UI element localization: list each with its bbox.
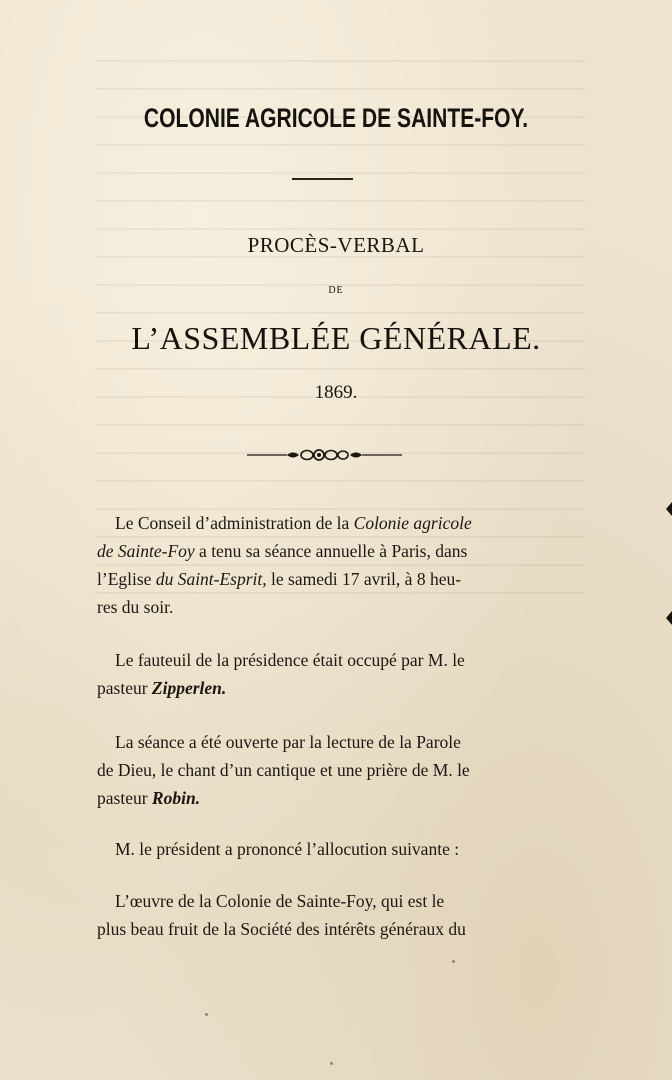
p3-l3-text: pasteur: [97, 788, 152, 808]
paragraph-3: [97, 728, 563, 812]
p1-l3-text: l’Eglise: [97, 569, 156, 589]
p5-l1-text: L’œuvre de la Colonie de Sainte-Foy, qui est le: [115, 891, 445, 911]
p2-l1-text: Le fauteuil de la présidence était occupé par M. le: [115, 650, 465, 670]
p1-l1-text: Le Conseil d’administration de la: [115, 513, 354, 533]
p1-l3-text-end: le samedi 17 avril, à 8 heu-: [266, 569, 462, 589]
p1-l1-italic: Colonie agricole: [353, 513, 472, 533]
p5-l2-text: plus beau fruit de la Société des intérêts généraux du: [97, 919, 466, 939]
p1-l2-italic: de Sainte-Foy: [97, 541, 195, 561]
paragraph-4: [97, 835, 563, 863]
paragraph-1: [97, 509, 563, 621]
de-connector: DE: [328, 285, 344, 296]
p4-l1-text: M. le président a prononcé l’allocution suivante :: [115, 839, 460, 859]
p3-l2-text: de Dieu, le chant d’un cantique et une prière de M. le: [97, 760, 470, 780]
paper-speck: [205, 1013, 208, 1016]
p3-l1-text: La séance a été ouverte par la lecture de la Parole: [115, 732, 461, 752]
title-divider: [292, 178, 353, 180]
p1-l2-text: a tenu sa séance annuelle à Paris, dans: [194, 541, 468, 561]
paper-speck: [330, 1062, 333, 1065]
document-title: COLONIE AGRICOLE DE SAINTE-FOY.: [143, 103, 529, 133]
page-edge-mark-top: [666, 502, 672, 516]
assemblee-heading: L’ASSEMBLÉE GÉNÉRALE.: [131, 320, 541, 356]
p2-l2-text: pasteur: [97, 678, 152, 698]
p2-l2-name: Zipperlen.: [151, 678, 227, 698]
p3-l3-name: Robin.: [151, 788, 201, 808]
p1-l4-text: res du soir.: [97, 597, 174, 617]
proces-verbal-heading: PROCÈS-VERBAL: [247, 233, 425, 257]
p1-l3-italic: du Saint-Esprit,: [155, 569, 267, 589]
paper-speck: [452, 960, 455, 963]
decorative-ornament: [247, 446, 402, 464]
paragraph-2: [97, 646, 563, 702]
year-heading: 1869.: [314, 382, 358, 403]
page-edge-mark-bottom: [666, 611, 672, 625]
paragraph-5: [97, 887, 563, 943]
